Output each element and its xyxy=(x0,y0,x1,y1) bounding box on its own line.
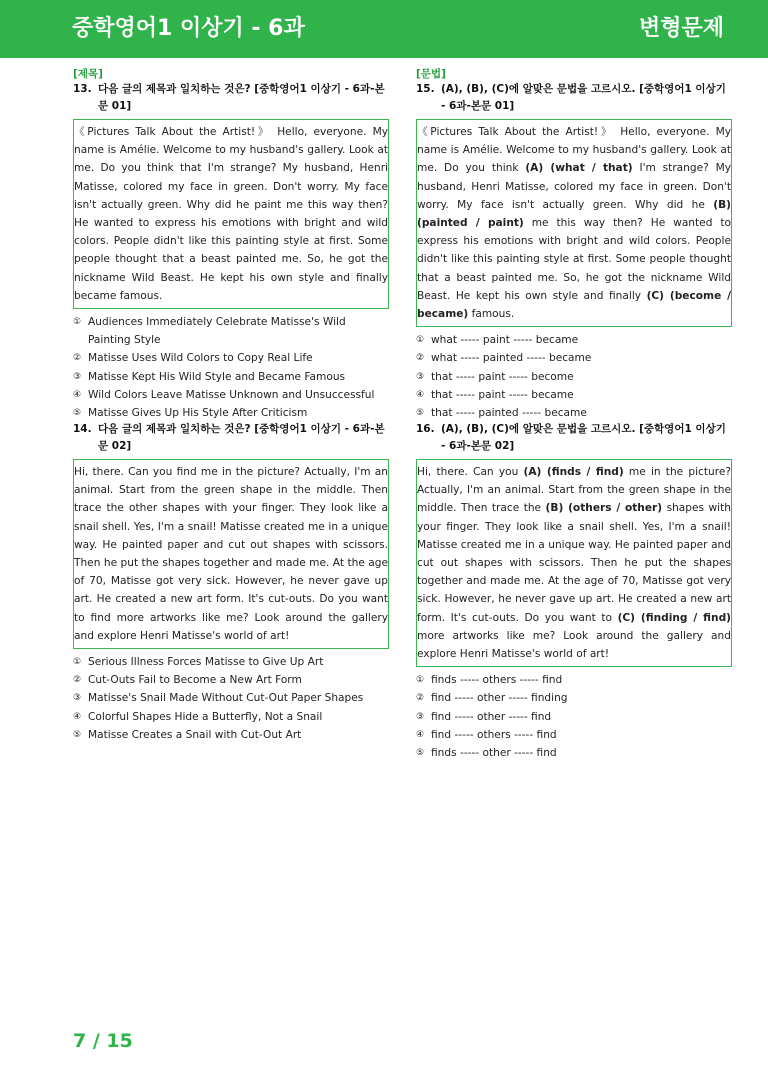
option-text: find ----- other ----- finding xyxy=(431,692,568,705)
option-marker: ③ xyxy=(416,371,425,382)
option-2[interactable] xyxy=(416,689,732,707)
option-text: finds ----- others ----- find xyxy=(431,674,563,687)
passage-segment: more artworks like me? Look around the gallery and explore Henri Matisse's world of art! xyxy=(417,629,731,661)
grammar-choice: (C) (become / became) xyxy=(417,289,731,321)
passage-segment: 《Pictures Talk About the Artist!》 Hello, everyone. My name is Amélie. Welcome to my husband's gallery. Look at me. Do you think xyxy=(417,126,731,175)
grammar-choice: (B) (others / other) xyxy=(545,502,663,515)
option-2[interactable] xyxy=(73,671,389,689)
option-marker: ① xyxy=(416,335,425,346)
option-marker: ⑤ xyxy=(73,729,82,740)
question-16 xyxy=(416,421,732,762)
option-text: Matisse Kept His Wild Style and Became Famous xyxy=(88,370,346,383)
grammar-choice: (A) (finds / find) xyxy=(523,466,624,478)
option-3[interactable] xyxy=(73,368,389,386)
question-15 xyxy=(416,67,732,422)
option-1[interactable] xyxy=(416,331,732,349)
option-text: Matisse Gives Up His Style After Criticism xyxy=(88,407,308,420)
question-number: 15. xyxy=(416,83,435,95)
question-header xyxy=(73,81,389,115)
option-4[interactable] xyxy=(73,386,389,404)
page-number: 7 / 15 xyxy=(73,1030,133,1052)
section-label-grammar: [문법] xyxy=(416,68,446,80)
passage-segment: I'm strange? My husband, Henri Matisse, colored my face in green. Don't worry. My face isn't actually green. Why did he xyxy=(417,162,731,211)
passage-segment: shapes with your finger. They look like a snail shell. Yes, I'm a snail! Matisse created me in a unique way. He painted paper and cut out shapes with scissors. Then he put the shapes together and made me. At the age of 70, Matisse got very sick. However, he never gave up art. He created a new art form. It's cut-outs. Do you want to xyxy=(417,502,731,624)
option-1[interactable] xyxy=(416,671,732,689)
grammar-choice: (A) (what / that) xyxy=(525,162,633,175)
option-text: that ----- painted ----- became xyxy=(431,407,587,420)
option-marker: ② xyxy=(73,353,82,364)
passage-segment: Hi, there. Can you xyxy=(417,466,524,478)
option-3[interactable] xyxy=(416,708,732,726)
question-13 xyxy=(73,67,389,422)
passage-box xyxy=(73,119,389,309)
section-label-title: [제목] xyxy=(73,68,103,80)
option-text: Cut-Outs Fail to Become a New Art Form xyxy=(88,674,302,687)
question-14 xyxy=(73,421,389,744)
passage-box xyxy=(73,459,389,649)
question-header xyxy=(416,421,732,455)
option-5[interactable] xyxy=(73,726,389,744)
passage-box xyxy=(416,459,732,667)
option-2[interactable] xyxy=(73,349,389,367)
answer-options xyxy=(416,331,732,422)
option-text: Matisse Creates a Snail with Cut-Out Art xyxy=(88,728,302,741)
option-marker: ① xyxy=(73,317,82,328)
passage-box xyxy=(416,119,732,327)
question-text: 다음 글의 제목과 일치하는 것은? [중학영어1 이상기 - 6과-본문 01] xyxy=(98,83,385,112)
option-text: what ----- painted ----- became xyxy=(431,352,592,365)
option-5[interactable] xyxy=(73,404,389,422)
question-number: 13. xyxy=(73,83,92,95)
grammar-choice: (C) (finding / find) xyxy=(617,611,731,624)
option-5[interactable] xyxy=(416,744,732,762)
option-marker: ④ xyxy=(73,389,82,400)
option-4[interactable] xyxy=(416,726,732,744)
passage-segment: me this way then? He wanted to express his emotions with bright and wild colors. People didn't like this painting style at first. Some people thought that a beast painted me. So, he got the nickname Wild Beast. He kept his own style and finally xyxy=(417,217,731,302)
option-5[interactable] xyxy=(416,404,732,422)
option-4[interactable] xyxy=(73,708,389,726)
answer-options xyxy=(73,313,389,422)
question-number: 16. xyxy=(416,423,435,435)
option-marker: ⑤ xyxy=(416,748,425,759)
option-text: that ----- paint ----- become xyxy=(431,370,574,383)
option-text: what ----- paint ----- became xyxy=(431,334,579,347)
passage-segment: me in the picture? Actually, I'm an animal. Start from the green shape in the middle. Then trace the xyxy=(417,466,731,515)
option-text: Audiences Immediately Celebrate Matisse's Wild Painting Style xyxy=(88,316,346,347)
passage-segment: famous. xyxy=(468,308,515,321)
option-text: that ----- paint ----- became xyxy=(431,388,574,401)
page-header xyxy=(0,0,768,58)
grammar-choice: (B) (painted / paint) xyxy=(417,198,731,230)
option-marker: ② xyxy=(73,675,82,686)
option-marker: ③ xyxy=(73,371,82,382)
option-marker: ② xyxy=(416,693,425,704)
option-text: Matisse Uses Wild Colors to Copy Real Life xyxy=(88,352,313,365)
passage-text xyxy=(417,463,731,663)
header-category: 변형문제 xyxy=(638,16,724,41)
option-1[interactable] xyxy=(73,313,389,349)
answer-options xyxy=(416,671,732,762)
option-marker: ⑤ xyxy=(416,408,425,419)
option-marker: ⑤ xyxy=(73,408,82,419)
option-text: Serious Illness Forces Matisse to Give Up Art xyxy=(88,656,324,669)
question-header xyxy=(416,81,732,115)
option-marker: ① xyxy=(416,675,425,686)
option-marker: ③ xyxy=(416,711,425,722)
question-header xyxy=(73,421,389,455)
option-1[interactable] xyxy=(73,653,389,671)
option-text: Wild Colors Leave Matisse Unknown and Unsuccessful xyxy=(88,388,375,401)
option-3[interactable] xyxy=(416,368,732,386)
option-text: Colorful Shapes Hide a Butterfly, Not a Snail xyxy=(88,710,323,723)
passage-text: 《Pictures Talk About the Artist!》 Hello, everyone. My name is Amélie. Welcome to my husband's gallery. Look at me. Do you think that I'm strange? My husband, Henri Matisse, colored my face in green. Don't worry. My face isn't actually green. Why did he paint me this way then? He wanted to express his emotions with bright and wild colors. People didn't like this painting style at first. Some people thought that a beast painted me. So, he got the nickname Wild Beast. He kept his own style and finally became famous. xyxy=(74,126,388,302)
option-4[interactable] xyxy=(416,386,732,404)
option-text: Matisse's Snail Made Without Cut-Out Paper Shapes xyxy=(88,692,364,705)
header-title: 중학영어1 이상기 - 6과 xyxy=(72,16,305,41)
passage-text xyxy=(417,123,731,323)
option-text: finds ----- other ----- find xyxy=(431,747,557,760)
question-text: 다음 글의 제목과 일치하는 것은? [중학영어1 이상기 - 6과-본문 02] xyxy=(98,423,385,452)
answer-options xyxy=(73,653,389,744)
option-marker: ④ xyxy=(416,389,425,400)
passage-text: Hi, there. Can you find me in the picture? Actually, I'm an animal. Start from the green shape in the middle. Then trace the other shapes with your finger. They look like a snail shell. Yes, I'm a snail! Matisse created me in a unique way. He painted paper and cut out shapes with scissors. Then he put the shapes together and made me. At the age of 70, Matisse got very sick. However, he never gave up art. He created a new art form. It's cut-outs. Do you want to find more artworks like me? Look around the gallery and explore Henri Matisse's world of art! xyxy=(74,466,388,642)
option-marker: ② xyxy=(416,353,425,364)
option-text: find ----- other ----- find xyxy=(431,710,552,723)
question-number: 14. xyxy=(73,423,92,435)
option-2[interactable] xyxy=(416,349,732,367)
question-text: (A), (B), (C)에 알맞은 문법을 고르시오. [중학영어1 이상기 - 6과-본문 02] xyxy=(441,423,726,452)
option-marker: ④ xyxy=(73,711,82,722)
option-marker: ① xyxy=(73,657,82,668)
option-marker: ③ xyxy=(73,693,82,704)
option-text: find ----- others ----- find xyxy=(431,728,557,741)
option-marker: ④ xyxy=(416,729,425,740)
option-3[interactable] xyxy=(73,689,389,707)
question-text: (A), (B), (C)에 알맞은 문법을 고르시오. [중학영어1 이상기 - 6과-본문 01] xyxy=(441,83,726,112)
